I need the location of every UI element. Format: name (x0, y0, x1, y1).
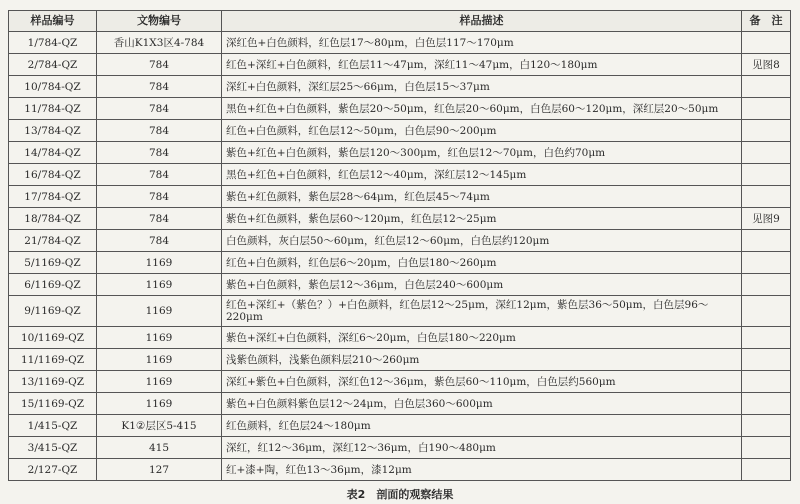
header-remarks: 备 注 (742, 11, 791, 32)
table-row (9, 142, 791, 164)
sample-id-cell: 1/415-QZ (9, 415, 97, 437)
relic-id-cell: 784 (97, 120, 222, 142)
relic-id-cell: 1169 (97, 393, 222, 415)
table-row (9, 437, 791, 459)
sample-id-cell: 21/784-QZ (9, 230, 97, 252)
remark-cell (742, 142, 791, 164)
description-cell: 红色+白色颜料，红色层6～20μm，白色层180～260μm (222, 252, 742, 274)
description-cell: 黑色+红色+白色颜料，紫色层20～50μm，红色层20～60μm，白色层60～120μm，深红层20～50μm (222, 98, 742, 120)
description-cell: 红色+白色颜料，红色层12～50μm，白色层90～200μm (222, 120, 742, 142)
sample-id-cell: 5/1169-QZ (9, 252, 97, 274)
relic-id-cell: 1169 (97, 327, 222, 349)
table-row (9, 208, 791, 230)
table-row (9, 252, 791, 274)
relic-id-cell: 784 (97, 142, 222, 164)
sample-id-cell: 15/1169-QZ (9, 393, 97, 415)
sample-id-cell: 9/1169-QZ (9, 296, 97, 327)
table-row (9, 459, 791, 481)
sample-id-cell: 10/784-QZ (9, 76, 97, 98)
remark-cell (742, 252, 791, 274)
table-caption: 表2 剖面的观察结果 (346, 488, 454, 501)
description-cell: 深红色+白色颜料，红色层17～80μm，白色层117～170μm (222, 32, 742, 54)
remark-cell (742, 274, 791, 296)
sample-id-cell: 2/127-QZ (9, 459, 97, 481)
remark-cell (742, 98, 791, 120)
table-row (9, 32, 791, 54)
description-cell: 浅紫色颜料，浅紫色颜料层210～260μm (222, 349, 742, 371)
remark-cell (742, 32, 791, 54)
remark-cell (742, 371, 791, 393)
table-row (9, 230, 791, 252)
description-cell: 紫色+红色颜料，紫色层28～64μm，红色层45～74μm (222, 186, 742, 208)
description-cell: 紫色+白色颜料紫色层12～24μm，白色层360～600μm (222, 393, 742, 415)
relic-id-cell: 784 (97, 98, 222, 120)
relic-id-cell: 784 (97, 54, 222, 76)
description-cell: 黑色+红色+白色颜料，红色层12～40μm，深红层12～145μm (222, 164, 742, 186)
remark-cell (742, 230, 791, 252)
description-cell: 紫色+深红+白色颜料，深红6～20μm，白色层180～220μm (222, 327, 742, 349)
remark-cell (742, 437, 791, 459)
sample-id-cell: 13/1169-QZ (9, 371, 97, 393)
table-row (9, 54, 791, 76)
remark-cell (742, 296, 791, 327)
relic-id-cell: 127 (97, 459, 222, 481)
sample-id-cell: 3/415-QZ (9, 437, 97, 459)
table-row (9, 393, 791, 415)
sample-id-cell: 11/784-QZ (9, 98, 97, 120)
table-row (9, 415, 791, 437)
description-cell: 紫色+白色颜料，紫色层12～36μm，白色层240～600μm (222, 274, 742, 296)
description-cell: 紫色+红色颜料，紫色层60～120μm，红色层12～25μm (222, 208, 742, 230)
remark-cell (742, 349, 791, 371)
relic-id-cell: 784 (97, 164, 222, 186)
relic-id-cell: 784 (97, 208, 222, 230)
description-cell: 红色+深红+（紫色？）+白色颜料，红色层12～25μm，深红12μm，紫色层36～50μm，白色层96～220μm (222, 296, 742, 327)
description-cell: 深红+白色颜料，深红层25～66μm，白色层15～37μm (222, 76, 742, 98)
table-row (9, 120, 791, 142)
table-row (9, 327, 791, 349)
sample-id-cell: 1/784-QZ (9, 32, 97, 54)
remark-cell (742, 120, 791, 142)
sample-id-cell: 6/1169-QZ (9, 274, 97, 296)
description-cell: 白色颜料，灰白层50～60μm，红色层12～60μm，白色层约120μm (222, 230, 742, 252)
remark-cell (742, 393, 791, 415)
sample-id-cell: 17/784-QZ (9, 186, 97, 208)
sample-id-cell: 2/784-QZ (9, 54, 97, 76)
sample-id-cell: 14/784-QZ (9, 142, 97, 164)
remark-cell: 见图8 (742, 54, 791, 76)
table-row (9, 98, 791, 120)
remark-cell (742, 415, 791, 437)
relic-id-cell: 784 (97, 186, 222, 208)
relic-id-cell: 784 (97, 76, 222, 98)
table-header-row (9, 11, 791, 32)
table-row (9, 349, 791, 371)
table-row (9, 274, 791, 296)
relic-id-cell: 1169 (97, 252, 222, 274)
table-row (9, 164, 791, 186)
relic-id-cell: 415 (97, 437, 222, 459)
table-row (9, 296, 791, 327)
relic-id-cell: 1169 (97, 349, 222, 371)
sample-id-cell: 18/784-QZ (9, 208, 97, 230)
remark-cell (742, 164, 791, 186)
remark-cell (742, 76, 791, 98)
relic-id-cell: K1②层区5-415 (97, 415, 222, 437)
relic-id-cell: 1169 (97, 296, 222, 327)
remark-cell (742, 186, 791, 208)
relic-id-cell: 香山K1X3区4-784 (97, 32, 222, 54)
relic-id-cell: 1169 (97, 274, 222, 296)
description-cell: 深红，红12～36μm，深红12～36μm，白190～480μm (222, 437, 742, 459)
remark-cell: 见图9 (742, 208, 791, 230)
remark-cell (742, 327, 791, 349)
sample-id-cell: 10/1169-QZ (9, 327, 97, 349)
header-sample-description: 样品描述 (222, 11, 742, 32)
header-relic-id: 文物编号 (97, 11, 222, 32)
table-row (9, 76, 791, 98)
sample-id-cell: 16/784-QZ (9, 164, 97, 186)
description-cell: 紫色+红色+白色颜料，紫色层120～300μm，红色层12～70μm，白色约70μm (222, 142, 742, 164)
sample-table (8, 10, 791, 481)
description-cell: 红色+深红+白色颜料，红色层11～47μm，深红11～47μm，白120～180μm (222, 54, 742, 76)
description-cell: 深红+紫色+白色颜料，深红色12～36μm，紫色层60～110μm，白色层约560μm (222, 371, 742, 393)
description-cell: 红+漆+陶，红色13～36μm，漆12μm (222, 459, 742, 481)
sample-id-cell: 13/784-QZ (9, 120, 97, 142)
table-body (9, 32, 791, 481)
table-row (9, 371, 791, 393)
table-row (9, 186, 791, 208)
relic-id-cell: 784 (97, 230, 222, 252)
header-sample-id: 样品编号 (9, 11, 97, 32)
remark-cell (742, 459, 791, 481)
relic-id-cell: 1169 (97, 371, 222, 393)
sample-id-cell: 11/1169-QZ (9, 349, 97, 371)
description-cell: 红色颜料，红色层24～180μm (222, 415, 742, 437)
